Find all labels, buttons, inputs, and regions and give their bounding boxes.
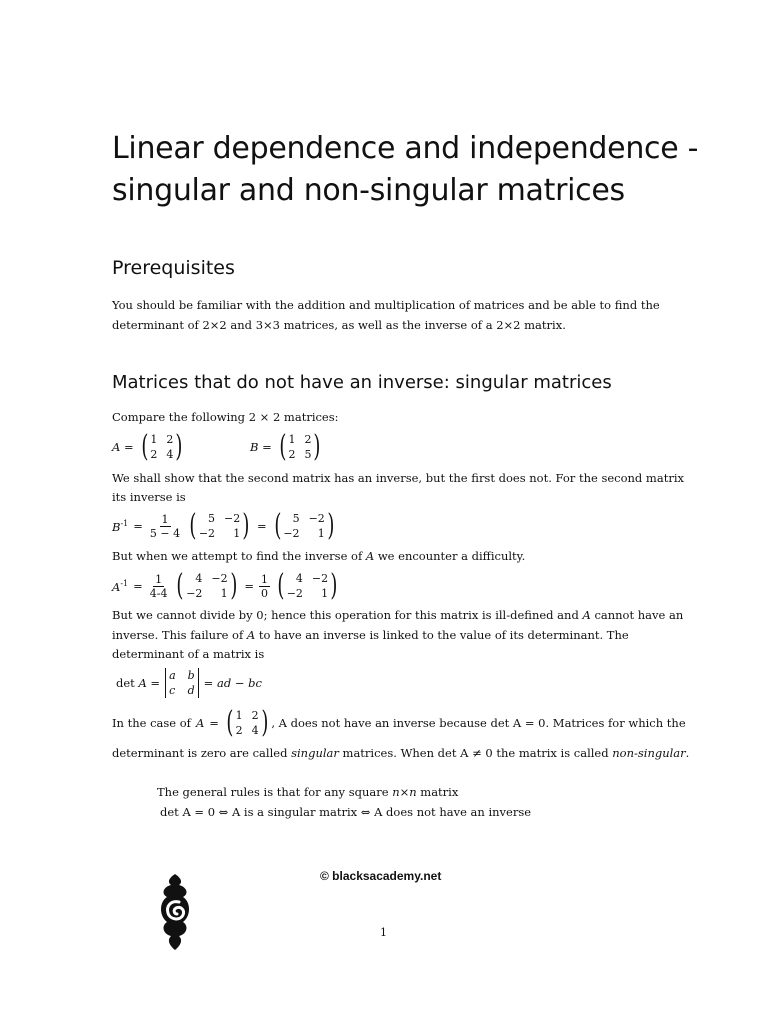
determinant-definition: det A = a b c d = ad − bc <box>116 669 262 697</box>
page-number: 1 <box>380 926 387 939</box>
show-line-1: We shall show that the second matrix has an inverse, but the first does not. For the second matrix <box>112 471 684 485</box>
blacks-academy-logo-icon <box>155 872 195 952</box>
show-line-2: its inverse is <box>112 490 186 504</box>
title-line-2: singular and non-singular matrices <box>112 173 625 208</box>
footer-copyright: © blacksacademy.net <box>320 869 442 883</box>
matrix-b: ( 1 2 2 5 ) <box>279 429 321 464</box>
prereq-line-1: You should be familiar with the addition and multiplication of matrices and be able to find the <box>112 298 660 312</box>
rule-line-1: The general rules is that for any square n×n matrix <box>157 785 459 799</box>
b-inverse-equation: $B^{-1}$ = $\frac{1}{5 - 4}$ ( 5 −2 −2 1 ) = ( 5 −2 −2 1 ) <box>112 508 335 543</box>
divide-line-1: But we cannot divide by 0; hence this operation for this matrix is ill-defined and A cannot have an <box>112 608 684 622</box>
compare-text: Compare the following 2 × 2 matrices: <box>112 410 339 424</box>
a-inverse-intro: But when we attempt to find the inverse of A we encounter a difficulty. <box>112 549 526 563</box>
case-line: In the case of A = ( 1 2 2 4 ) , A does not have an inverse because det A = 0. Matrices for which the <box>112 705 686 740</box>
matrix-a-definition: A = ( 1 2 2 4 ) <box>112 432 185 462</box>
singular-definition-line: determinant is zero are called singular matrices. When det A ≠ 0 the matrix is called non-singular. <box>112 746 690 760</box>
title-line-1: Linear dependence and independence - <box>112 131 699 166</box>
prerequisites-heading: Prerequisites <box>112 257 235 279</box>
rule-line-2: det A = 0 ⇔ A is a singular matrix ⇔ A does not have an inverse <box>160 805 532 819</box>
document-title <box>112 128 712 212</box>
matrix-a: ( 1 2 2 4 ) <box>140 429 183 464</box>
divide-line-2: inverse. This failure of A to have an inverse is linked to the value of its determinant. The <box>112 628 629 642</box>
a-inverse-equation: $A^{-1}$ = $\frac{1}{4-4}$ ( 4 −2 −2 1 ) = $\frac{1}{0}$ ( 4 −2 −2 1 ) <box>112 568 338 603</box>
matrix-b-definition: B = ( 1 2 2 5 ) <box>250 432 323 462</box>
prereq-line-2: determinant of 2×2 and 3×3 matrices, as well as the inverse of a 2×2 matrix. <box>112 318 566 332</box>
divide-line-3: determinant of a matrix is <box>112 647 265 661</box>
singular-matrices-heading: Matrices that do not have an inverse: singular matrices <box>112 372 612 393</box>
